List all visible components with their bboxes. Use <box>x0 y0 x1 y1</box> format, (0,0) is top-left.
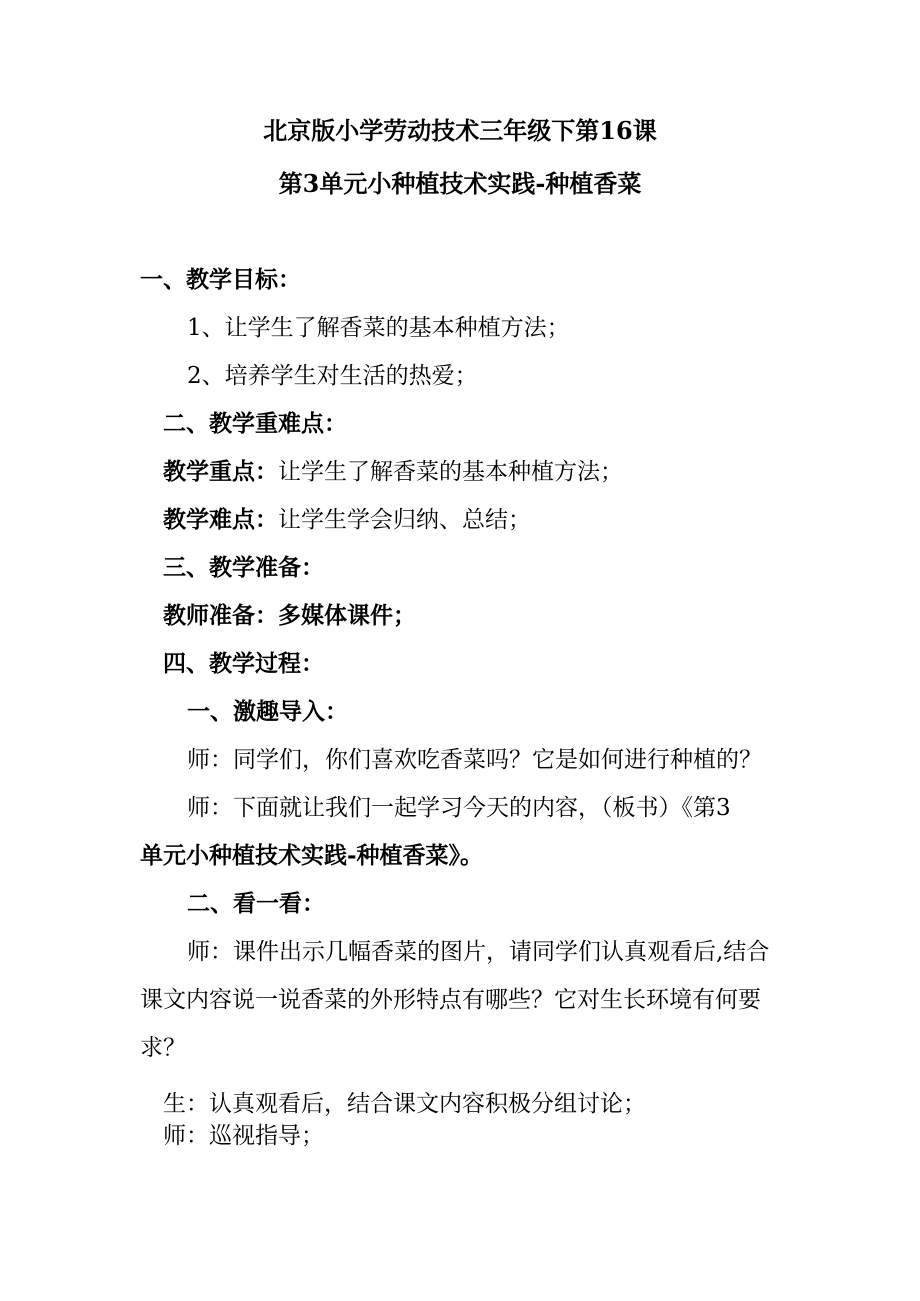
key-point-label: 教学重点： <box>163 458 278 485</box>
step-heading-intro: 一、激趣导入： <box>187 698 348 725</box>
document-title: 北京版小学劳动技术三年级下第16课 <box>263 116 657 145</box>
section-heading-process: 四、教学过程： <box>163 650 324 677</box>
paragraph: 生：认真观看后，结合课文内容积极分组讨论； <box>163 1091 646 1117</box>
difficult-point-label: 教学难点： <box>163 506 278 533</box>
paragraph: 师：巡视指导； <box>163 1123 324 1149</box>
key-point-row <box>163 458 623 486</box>
preparation-text: 教师准备：多媒体课件； <box>163 602 416 629</box>
paragraph: 师：课件出示几幅香菜的图片，请同学们认真观看后,结合 <box>187 939 770 965</box>
difficult-point-text: 让学生学会归纳、总结； <box>278 507 531 533</box>
paragraph-continuation: 课文内容说一说香菜的外形特点有哪些？它对生长环境有何要 <box>140 987 761 1013</box>
section-heading-objectives: 一、教学目标： <box>140 266 301 293</box>
key-point-text: 让学生了解香菜的基本种植方法； <box>278 459 623 485</box>
paragraph-continuation: 单元小种植技术实践-种植香菜》。 <box>140 842 484 869</box>
section-heading-preparation: 三、教学准备： <box>163 554 324 581</box>
paragraph: 师：下面就让我们一起学习今天的内容，（板书）《第3 <box>187 795 731 821</box>
difficult-point-row <box>163 506 531 534</box>
document-subtitle: 第3单元小种植技术实践-种植香菜 <box>278 169 642 198</box>
objective-item: 2、培养学生对生活的热爱； <box>187 363 478 389</box>
objective-item: 1、让学生了解香菜的基本种植方法； <box>187 315 570 341</box>
step-heading-observe: 二、看一看： <box>187 890 325 917</box>
paragraph: 师：同学们，你们喜欢吃香菜吗？它是如何进行种植的？ <box>187 747 762 773</box>
section-heading-key-points: 二、教学重难点： <box>163 410 347 437</box>
paragraph-continuation: 求？ <box>140 1035 186 1061</box>
